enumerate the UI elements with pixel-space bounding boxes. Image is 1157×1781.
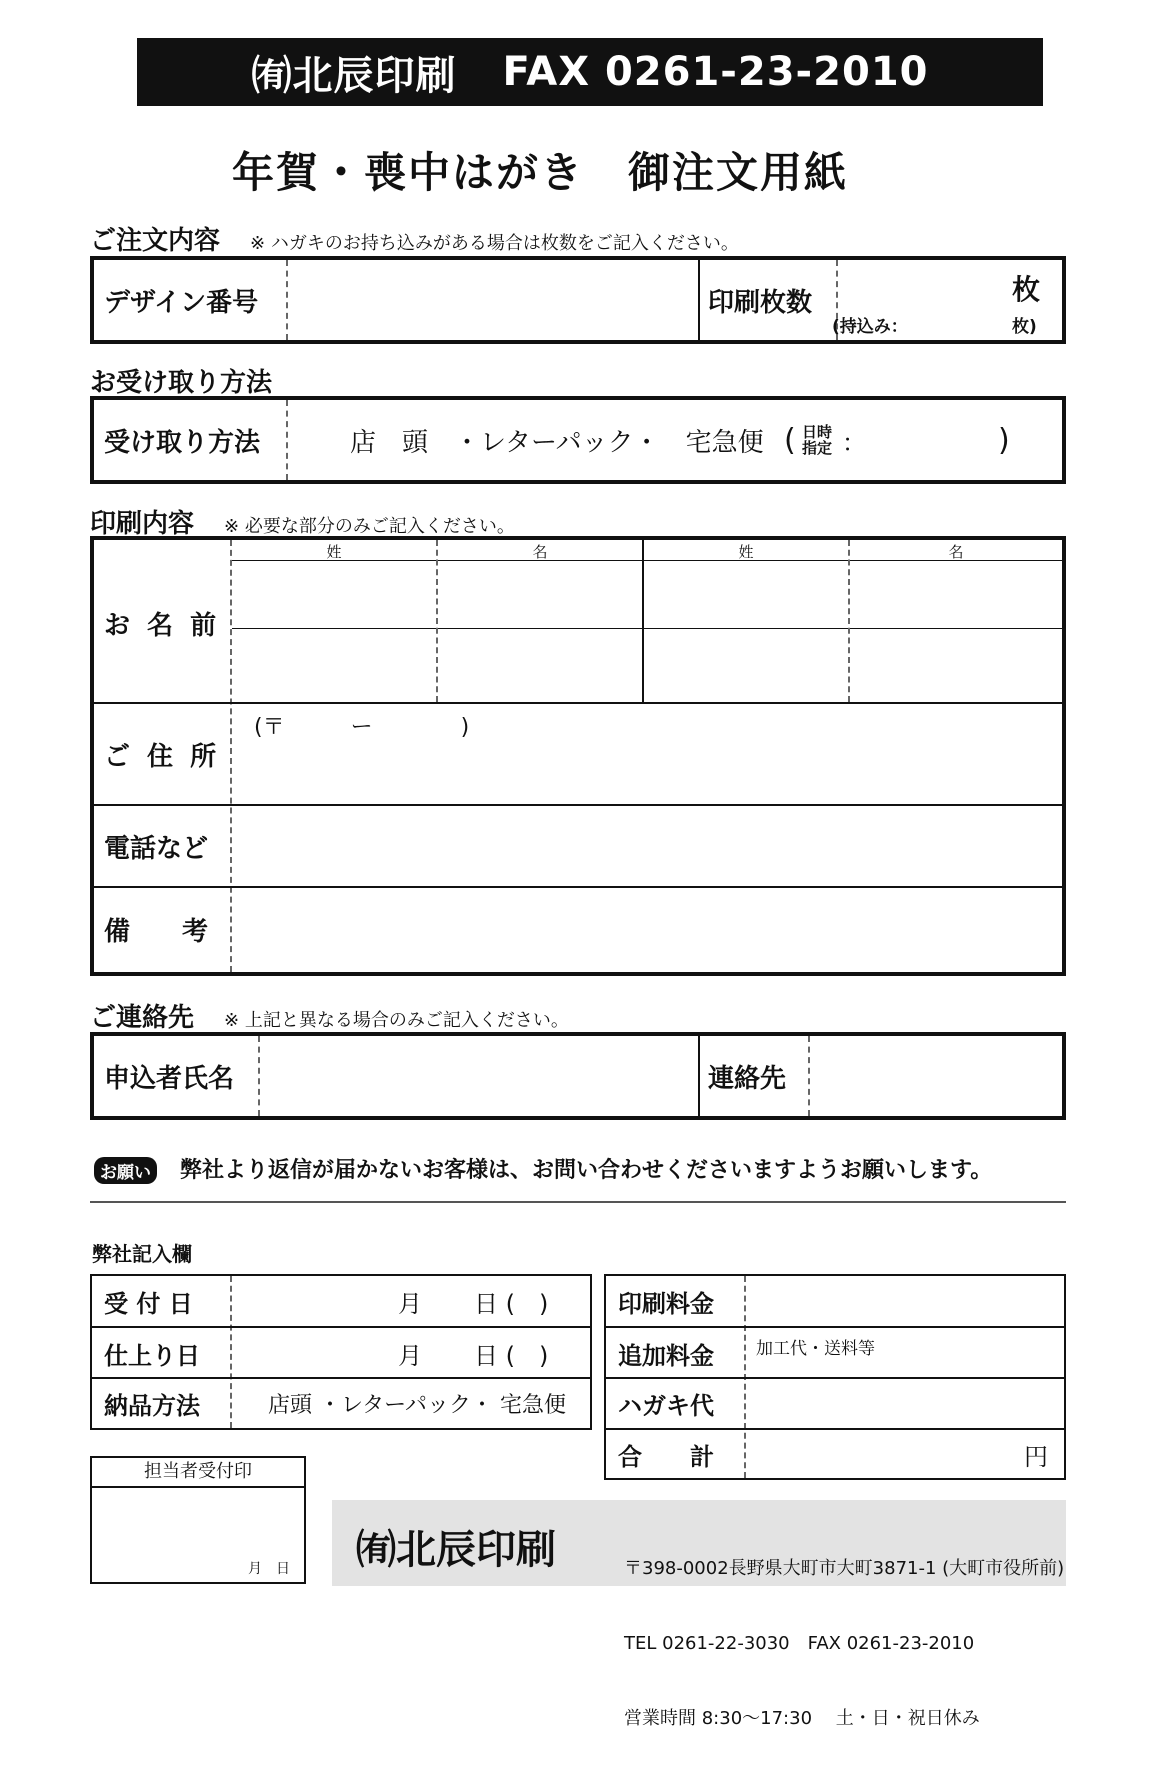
page-title: 年賀・喪中はがき 御注文用紙 [231,148,848,197]
finish-day: 日 ( ) [474,1341,549,1370]
footer-logo: ㈲北辰印刷 [356,1527,556,1573]
stamp-date: 月 日 [248,1561,290,1577]
col-header-surname-1: 姓 [326,543,342,561]
print-heading: 印刷内容 ※ 必要な部分のみご記入ください。 [90,509,515,539]
stamp-box [90,1456,306,1584]
header-fax: FAX 0261-23-2010 [502,49,929,95]
received-day: 日 ( ) [474,1289,549,1318]
print-fee-label: 印刷料金 [618,1289,714,1318]
date-colon: ： [842,428,866,457]
request-text: 弊社より返信が届かないお客様は、お問い合わせくださいますようお願いします。 [180,1158,993,1183]
design-number-field[interactable] [290,264,696,336]
col-header-given-1: 名 [532,543,548,561]
footer [332,1500,1066,1729]
date-field[interactable] [864,410,984,470]
pickup-label: 受け取り方法 [104,427,261,458]
delivery-value: 店頭 ・レターパック・ 宅急便 [268,1393,567,1418]
divider [90,1201,1066,1203]
paren-close: ) [998,422,1010,458]
order-note: ※ ハガキのお持ち込みがある場合は枚数をご記入ください。 [250,233,739,254]
remarks-field[interactable] [234,892,1058,966]
pickup-heading: お受け取り方法 [90,368,273,398]
delivery-label: 納品方法 [104,1392,200,1420]
contact-note: ※ 上記と異なる場合のみご記入ください。 [224,1010,569,1031]
applicant-label: 申込者氏名 [104,1063,235,1094]
phone-field[interactable] [234,810,1058,882]
contact-box [90,1032,1066,1120]
finish-date-label: 仕上り日 [104,1341,200,1370]
contact-label: 連絡先 [708,1063,787,1094]
pickup-box [90,396,1066,484]
footer-tel: TEL 0261-22-3030 FAX 0261-23-2010 [624,1633,975,1654]
received-month: 月 [398,1289,422,1318]
order-box [90,256,1066,344]
name-label: お 名 前 [104,610,221,641]
contact-field[interactable] [812,1040,1062,1112]
total-unit: 円 [1024,1442,1048,1471]
given-name-field-1[interactable] [440,562,640,626]
total-label: 合 計 [618,1442,714,1471]
address-label: ご 住 所 [104,741,221,772]
header-company: ㈲北辰印刷 [251,52,457,99]
office-left-table [90,1274,592,1430]
order-heading: ご注文内容 ※ ハガキのお持ち込みがある場合は枚数をご記入ください。 [90,226,739,256]
footer-info [624,1506,1064,1781]
finish-month: 月 [398,1341,422,1370]
surname-field-2[interactable] [646,562,846,626]
col-header-surname-2: 姓 [738,543,754,561]
applicant-field[interactable] [262,1040,694,1112]
bring-in-label: (持込み： [832,317,908,337]
date-specify-label: 日時 指定 [802,423,833,457]
office-fee-table [604,1274,1066,1480]
print-box [90,536,1066,976]
paren-open: ( [784,422,796,458]
request-badge: お願い [94,1157,157,1184]
design-label: デザイン番号 [104,287,259,318]
office-heading: 弊社記入欄 [92,1242,192,1266]
contact-heading: ご連絡先 ※ 上記と異なる場合のみご記入ください。 [90,1003,569,1033]
extra-fee-label: 追加料金 [618,1341,714,1370]
phone-label: 電話など [104,833,209,864]
given-name-field-2[interactable] [852,562,1058,626]
pickup-options[interactable]: 店 頭 ・レターパック・ 宅急便 [350,427,764,458]
print-note: ※ 必要な部分のみご記入ください。 [224,516,515,537]
remarks-label: 備 考 [104,916,209,947]
footer-hours: 営業時間 8:30〜17:30 土・日・祝日休み [624,1708,980,1729]
header-banner [137,38,1043,106]
received-date-label: 受 付 日 [104,1289,193,1318]
extra-fee-note: 加工代・送料等 [756,1339,875,1359]
stamp-label: 担当者受付印 [92,1458,304,1488]
col-header-given-2: 名 [948,543,964,561]
footer-address: 〒398-0002長野県大町市大町3871-1 (大町市役所前) [624,1558,1065,1579]
bring-in-unit: 枚) [1012,317,1037,337]
surname-field-1[interactable] [234,562,434,626]
postal-code: (〒 ー ) [254,715,470,740]
count-unit: 枚 [1012,273,1041,306]
count-label: 印刷枚数 [708,287,813,318]
postcard-fee-label: ハガキ代 [618,1392,714,1420]
address-field[interactable] [234,740,1058,800]
